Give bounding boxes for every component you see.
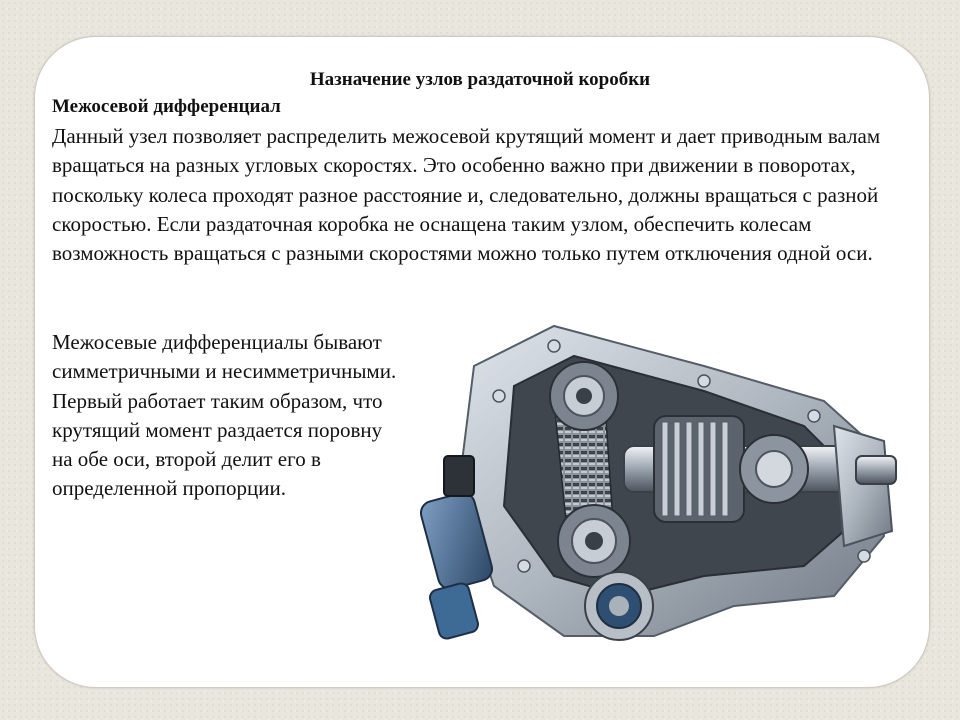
section-subtitle: Межосевой дифференциал bbox=[52, 96, 281, 117]
paragraph-differentials: Межосевые дифференциалы бывают симметричными и несимметричными. Первый работает таким образом, что крутящий момент раздается поровну на обе оси, второй делит его в определенной пропорции. bbox=[52, 330, 397, 501]
slide-title: Назначение узлов раздаточной коробки bbox=[309, 69, 651, 90]
transfer-case-illustration bbox=[404, 306, 904, 662]
paragraph-main: Данный узел позволяет распределить межосевой крутящий момент и дает приводным валам вращаться на разных угловых скоростях. Это особенно важно при движении в поворотах, поскольку колеса проходят разное расстояние и, следовательно, должны вращаться с разной скоростью. Если раздаточная коробка не оснащена таким узлом, обеспечить колесам возможность вращаться с разными скоростями можно только путем отключения одной оси. bbox=[52, 124, 881, 266]
transfer-case-cutaway-icon bbox=[404, 306, 904, 662]
